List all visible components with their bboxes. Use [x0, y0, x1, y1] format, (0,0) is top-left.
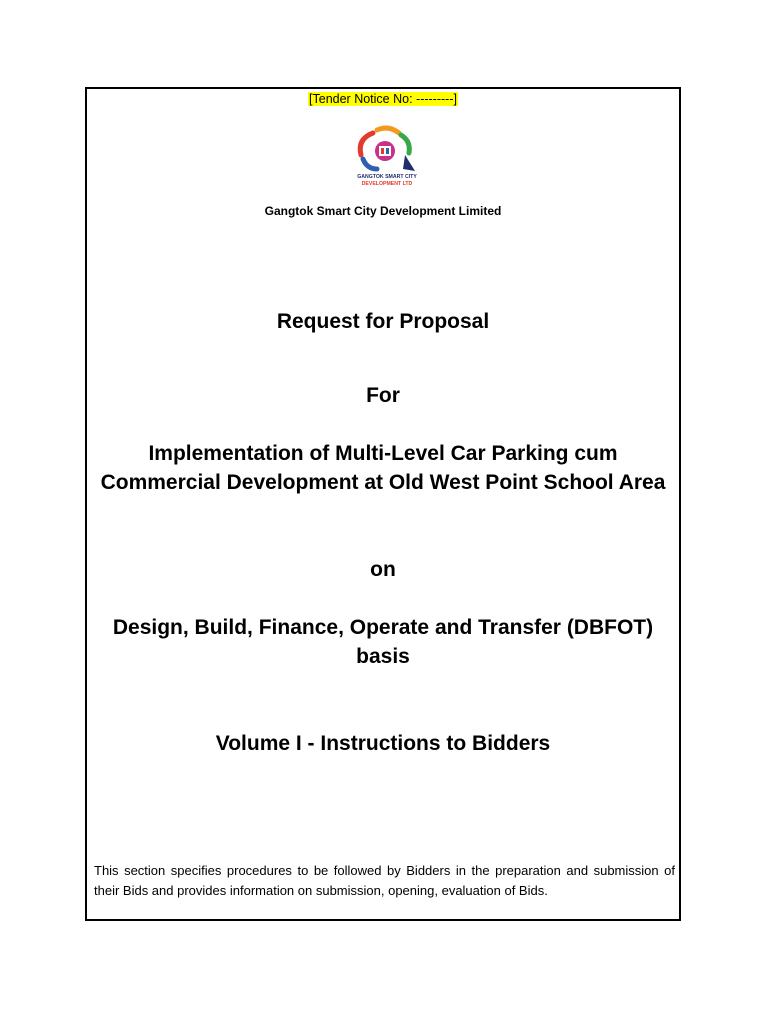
project-title: Implementation of Multi-Level Car Parking cum Commercial Development at Old West Point School Area — [100, 442, 666, 494]
rfp-title: Request for Proposal — [276, 310, 490, 333]
document-page-frame — [85, 87, 681, 921]
tender-notice — [87, 91, 679, 107]
basis-heading: Design, Build, Finance, Operate and Transfer (DBFOT) basis — [112, 616, 654, 668]
gangtok-smart-city-logo — [349, 125, 425, 187]
organization-name: Gangtok Smart City Development Limited — [264, 204, 502, 218]
for-heading: For — [366, 384, 400, 407]
volume-title: Volume I - Instructions to Bidders — [215, 732, 551, 755]
logo-text-line1: GANGTOK SMART CITY — [357, 174, 417, 180]
tender-notice-text: [Tender Notice No: ---------] — [309, 92, 457, 106]
section-description: This section specifies procedures to be followed by Bidders in the preparation and submission of their Bids and provides information on submission, opening, evaluation of Bids. — [94, 863, 675, 898]
on-heading: on — [370, 558, 396, 581]
logo-text-line2: DEVELOPMENT LTD — [361, 181, 413, 187]
